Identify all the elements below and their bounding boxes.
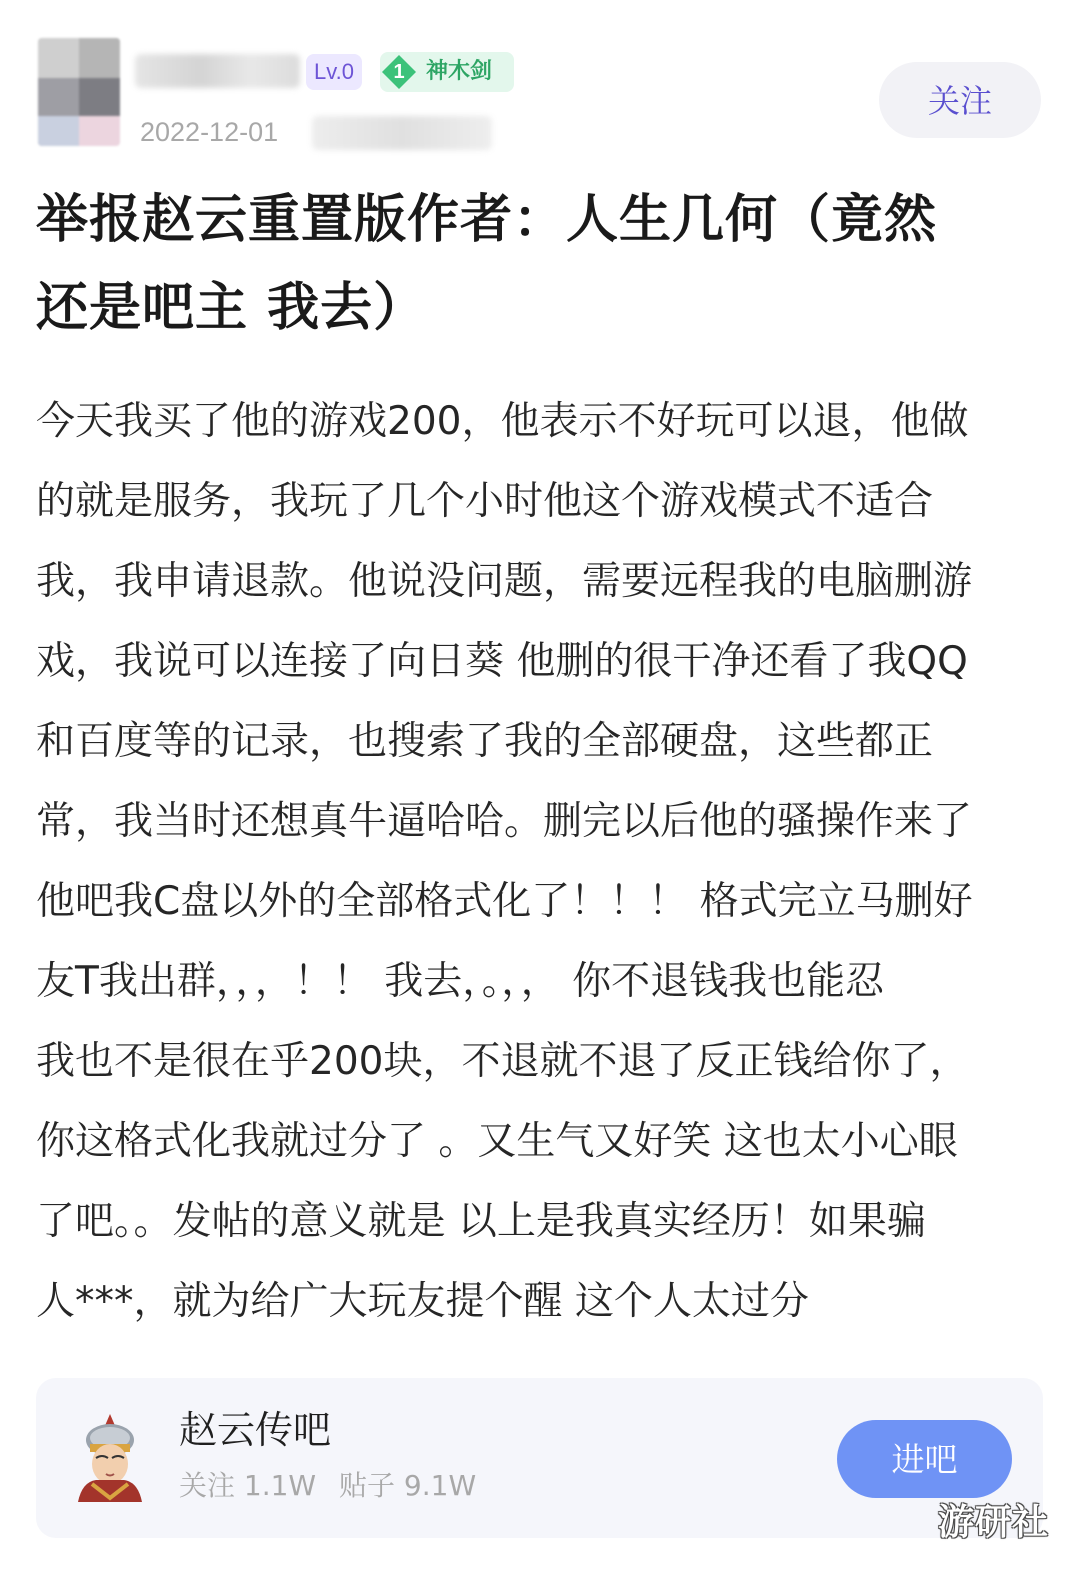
body-line: 他吧我C盘以外的全部格式化了！！！ 格式完立马删好 (36, 879, 973, 924)
location-redacted (312, 116, 492, 150)
post-date: 2022-12-01 (140, 117, 279, 147)
body-line: 我，我申请退款。他说没问题，需要远程我的电脑删游 (36, 559, 973, 604)
body-line: 你这格式化我就过分了 。又生气又好笑 这也太小心眼 (36, 1119, 958, 1164)
author-name-redacted[interactable] (135, 54, 300, 88)
level-badge: Lv.0 (306, 54, 362, 90)
forum-stats (179, 1466, 490, 1506)
forum-name[interactable]: 赵云传吧 (179, 1408, 332, 1452)
watermark-logo: 游研社 (938, 1502, 1050, 1543)
post-body (36, 382, 1046, 1342)
rank-number: 1 (393, 61, 405, 83)
title-line: 还是吧主 我去） (36, 278, 427, 338)
body-line: 人***，就为给广大玩友提个醒 这个人太过分 (36, 1279, 809, 1324)
post-title (36, 176, 1036, 352)
body-line: 友T我出群，，，！！ 我去，。，， 你不退钱我也能忍 (36, 959, 885, 1004)
body-line: 和百度等的记录，也搜索了我的全部硬盘，这些都正 (36, 719, 934, 764)
follow-button[interactable]: 关注 (879, 62, 1041, 138)
forum-card[interactable] (36, 1378, 1043, 1538)
rank-badge (380, 52, 514, 92)
title-line: 举报赵云重置版作者：人生几何（竟然 (36, 190, 938, 250)
enter-forum-button[interactable]: 进吧 (837, 1420, 1012, 1498)
forum-avatar-icon (66, 1410, 154, 1502)
rank-label: 神木剑 (426, 59, 493, 84)
forum-posts: 贴子 9.1W (339, 1469, 477, 1502)
body-line: 了吧。。发帖的意义就是 以上是我真实经历！如果骗 (36, 1199, 926, 1244)
author-avatar[interactable] (38, 38, 120, 146)
body-line: 戏，我说可以连接了向日葵 他删的很干净还看了我QQ (36, 639, 968, 684)
body-line: 今天我买了他的游戏200，他表示不好玩可以退，他做 (36, 399, 969, 444)
body-line: 常，我当时还想真牛逼哈哈。删完以后他的骚操作来了 (36, 799, 973, 844)
body-line: 的就是服务，我玩了几个小时他这个游戏模式不适合 (36, 479, 934, 524)
forum-followers: 关注 1.1W (179, 1469, 317, 1502)
post-header (0, 0, 1079, 160)
body-line: 我也不是很在乎200块，不退就不退了反正钱给你了， (36, 1039, 969, 1084)
